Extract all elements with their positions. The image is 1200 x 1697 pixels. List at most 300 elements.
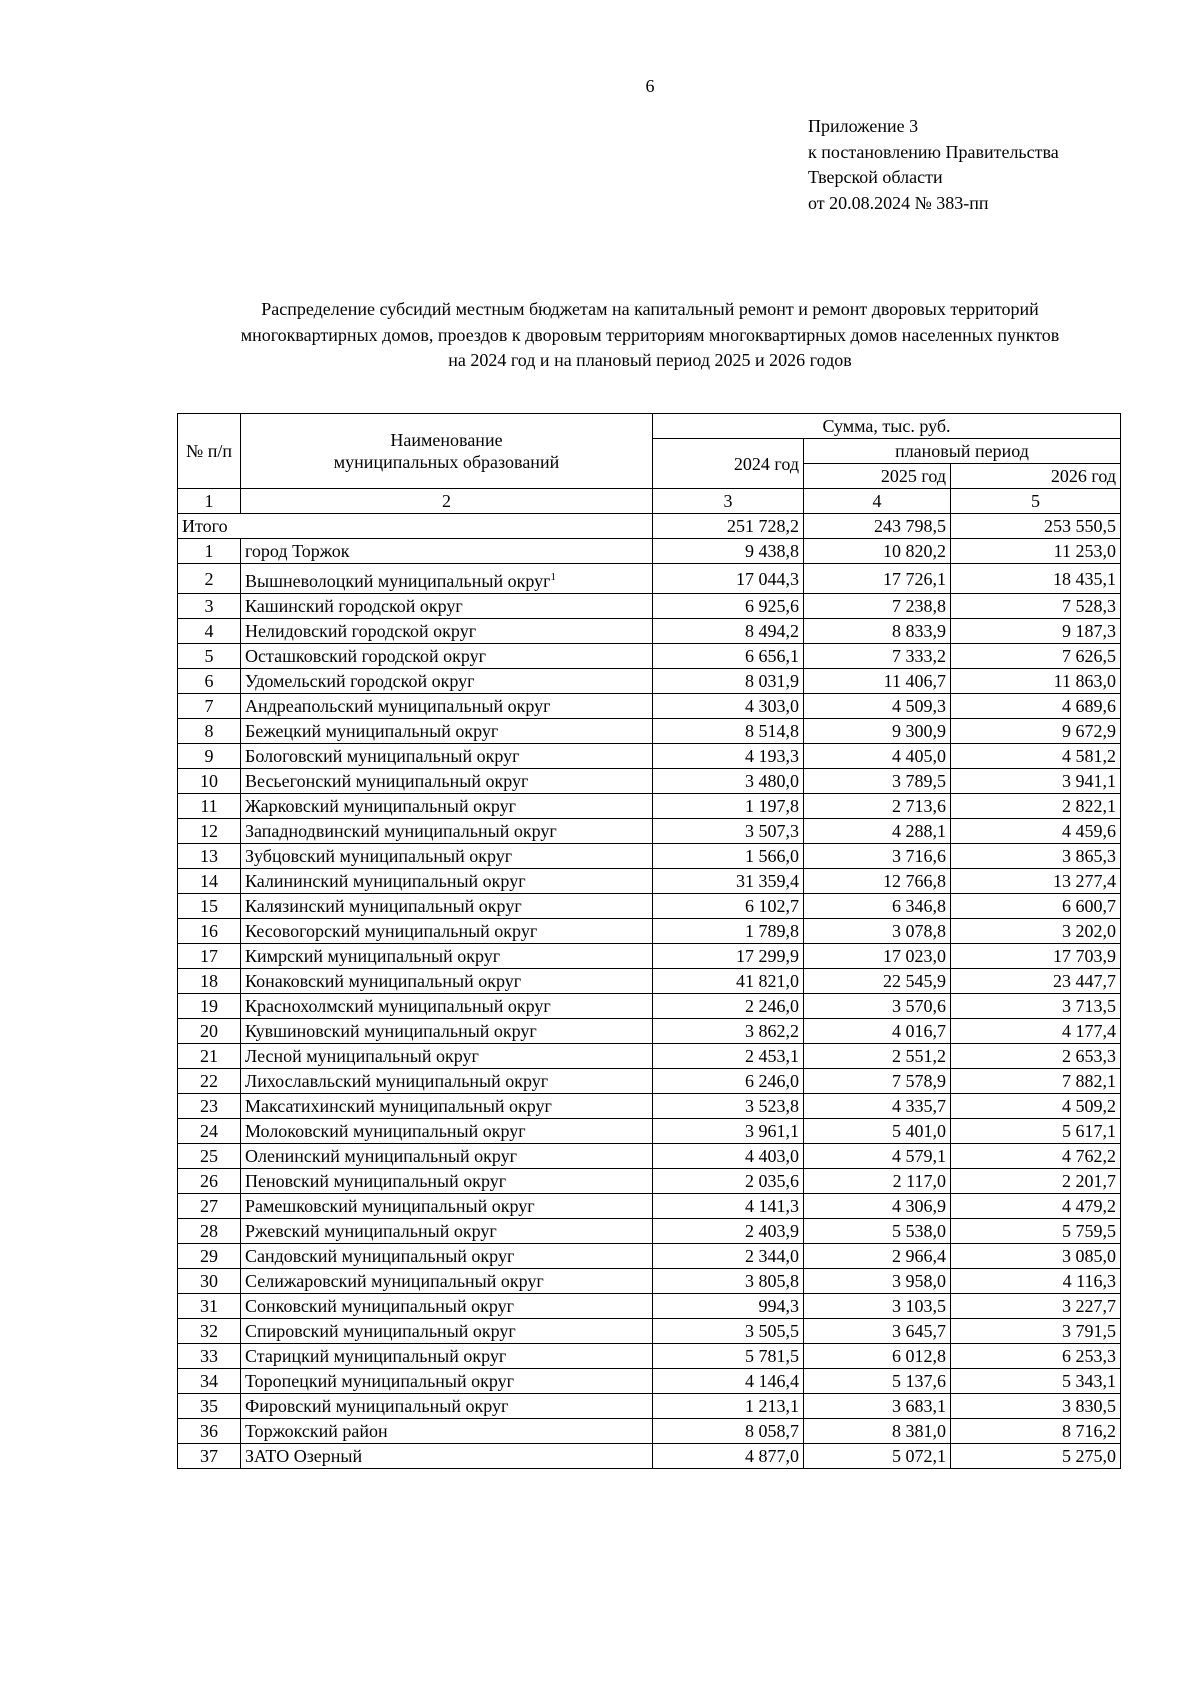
row-number bbox=[178, 1394, 241, 1419]
row-name-text: Зубцовский муниципальный округ bbox=[245, 846, 513, 866]
table-row bbox=[178, 644, 1121, 669]
row-number-text: 11 bbox=[200, 796, 218, 816]
row-2025-text: 5 538,0 bbox=[892, 1221, 946, 1241]
row-number-text: 18 bbox=[200, 971, 218, 991]
total-2025: 243 798,5 bbox=[804, 514, 951, 539]
row-number-text: 37 bbox=[200, 1446, 218, 1466]
row-2025 bbox=[804, 1244, 951, 1269]
row-2024-text: 2 035,6 bbox=[745, 1171, 799, 1191]
row-2026-text: 2 653,3 bbox=[1062, 1046, 1116, 1066]
table-row bbox=[178, 744, 1121, 769]
row-2024-text: 3 961,1 bbox=[745, 1121, 799, 1141]
row-2024-text: 6 925,6 bbox=[745, 596, 799, 616]
appendix-line: от 20.08.2024 № 383-пп bbox=[808, 192, 989, 213]
row-2026 bbox=[951, 1344, 1121, 1369]
row-2024-text: 6 102,7 bbox=[745, 896, 799, 916]
row-2025-text: 3 716,6 bbox=[892, 846, 946, 866]
row-name-text: Жарковский муниципальный округ bbox=[245, 796, 517, 816]
row-2024-text: 4 877,0 bbox=[745, 1446, 799, 1466]
table-row bbox=[178, 1269, 1121, 1294]
row-2024 bbox=[653, 1219, 804, 1244]
row-number bbox=[178, 1219, 241, 1244]
row-2024 bbox=[653, 969, 804, 994]
row-2025 bbox=[804, 1394, 951, 1419]
row-2024 bbox=[653, 769, 804, 794]
row-2024-text: 4 403,0 bbox=[745, 1146, 799, 1166]
row-2025-text: 11 406,7 bbox=[883, 671, 946, 691]
row-name bbox=[241, 669, 653, 694]
row-2026-text: 5 759,5 bbox=[1062, 1221, 1116, 1241]
row-2026-text: 3 791,5 bbox=[1062, 1321, 1116, 1341]
row-2024-text: 6 656,1 bbox=[745, 646, 799, 666]
header-name-line: Наименование bbox=[390, 430, 503, 450]
table-row bbox=[178, 669, 1121, 694]
row-2025 bbox=[804, 619, 951, 644]
table-row bbox=[178, 919, 1121, 944]
table-row bbox=[178, 1119, 1121, 1144]
row-2024-text: 5 781,5 bbox=[745, 1346, 799, 1366]
row-name-text: ЗАТО Озерный bbox=[245, 1446, 363, 1466]
table-row bbox=[178, 969, 1121, 994]
row-2025 bbox=[804, 744, 951, 769]
row-name bbox=[241, 1394, 653, 1419]
row-2025-text: 6 346,8 bbox=[892, 896, 946, 916]
row-2025 bbox=[804, 1269, 951, 1294]
row-2025-text: 6 012,8 bbox=[892, 1346, 946, 1366]
row-2026-text: 5 617,1 bbox=[1062, 1121, 1116, 1141]
total-label: Итого bbox=[178, 514, 653, 539]
row-2026-text: 3 085,0 bbox=[1062, 1246, 1116, 1266]
row-2024-text: 4 141,3 bbox=[745, 1196, 799, 1216]
row-number bbox=[178, 1269, 241, 1294]
row-name-text: Ржевский муниципальный округ bbox=[245, 1221, 497, 1241]
row-number-text: 3 bbox=[204, 596, 214, 616]
row-2026-text: 13 277,4 bbox=[1053, 871, 1116, 891]
row-number bbox=[178, 669, 241, 694]
row-2026 bbox=[951, 1319, 1121, 1344]
row-2024 bbox=[653, 594, 804, 619]
row-name-text: Бежецкий муниципальный округ bbox=[245, 721, 499, 741]
row-number bbox=[178, 644, 241, 669]
row-2024 bbox=[653, 944, 804, 969]
header-2026: 2026 год bbox=[951, 464, 1121, 489]
row-2025-text: 7 578,9 bbox=[892, 1071, 946, 1091]
row-2024 bbox=[653, 919, 804, 944]
row-2025 bbox=[804, 769, 951, 794]
row-2024 bbox=[653, 794, 804, 819]
row-2026 bbox=[951, 819, 1121, 844]
row-2025 bbox=[804, 539, 951, 564]
row-number-text: 34 bbox=[200, 1371, 218, 1391]
row-2024 bbox=[653, 1294, 804, 1319]
row-2024 bbox=[653, 1319, 804, 1344]
row-2024-text: 3 505,5 bbox=[745, 1321, 799, 1341]
appendix-line: Тверской области bbox=[808, 167, 943, 188]
row-2025 bbox=[804, 1169, 951, 1194]
row-2025 bbox=[804, 1069, 951, 1094]
row-name-text: Андреапольский муниципальный округ bbox=[245, 696, 551, 716]
row-2025 bbox=[804, 564, 951, 594]
row-2024 bbox=[653, 1244, 804, 1269]
row-name-text: Калязинский муниципальный округ bbox=[245, 896, 522, 916]
row-2026 bbox=[951, 1244, 1121, 1269]
row-name bbox=[241, 1244, 653, 1269]
row-number-text: 4 bbox=[204, 621, 214, 641]
row-name-text: Оленинский муниципальный округ bbox=[245, 1146, 518, 1166]
row-2026-text: 23 447,7 bbox=[1053, 971, 1116, 991]
row-2025 bbox=[804, 1369, 951, 1394]
row-2025-text: 4 335,7 bbox=[892, 1096, 946, 1116]
row-number bbox=[178, 1019, 241, 1044]
row-2024-text: 2 403,9 bbox=[745, 1221, 799, 1241]
row-name bbox=[241, 1194, 653, 1219]
row-number bbox=[178, 919, 241, 944]
row-2026-text: 5 343,1 bbox=[1062, 1371, 1116, 1391]
row-2024 bbox=[653, 869, 804, 894]
row-2024-text: 8 494,2 bbox=[745, 621, 799, 641]
row-name bbox=[241, 719, 653, 744]
row-number-text: 21 bbox=[200, 1046, 218, 1066]
row-2024-text: 4 146,4 bbox=[745, 1371, 799, 1391]
row-2025 bbox=[804, 944, 951, 969]
row-name bbox=[241, 994, 653, 1019]
row-number bbox=[178, 969, 241, 994]
table-row bbox=[178, 1344, 1121, 1369]
row-2026 bbox=[951, 794, 1121, 819]
total-2026: 253 550,5 bbox=[951, 514, 1121, 539]
row-name bbox=[241, 819, 653, 844]
row-2026-text: 9 672,9 bbox=[1062, 721, 1116, 741]
row-2025-text: 5 137,6 bbox=[892, 1371, 946, 1391]
row-2026 bbox=[951, 1219, 1121, 1244]
row-number bbox=[178, 694, 241, 719]
row-2024-text: 2 344,0 bbox=[745, 1246, 799, 1266]
row-name-text: Бологовский муниципальный округ bbox=[245, 746, 520, 766]
row-number-text: 15 bbox=[200, 896, 218, 916]
row-2026 bbox=[951, 1119, 1121, 1144]
row-2026-text: 9 187,3 bbox=[1062, 621, 1116, 641]
row-name bbox=[241, 1169, 653, 1194]
row-name bbox=[241, 1069, 653, 1094]
row-2025-text: 4 405,0 bbox=[892, 746, 946, 766]
row-2025 bbox=[804, 1019, 951, 1044]
row-name-text: Кашинский городской округ bbox=[245, 596, 463, 616]
row-number bbox=[178, 944, 241, 969]
table-row bbox=[178, 1369, 1121, 1394]
table-row bbox=[178, 1194, 1121, 1219]
row-2024-text: 4 193,3 bbox=[745, 746, 799, 766]
header-2024: 2024 год bbox=[653, 439, 804, 489]
row-2026 bbox=[951, 1294, 1121, 1319]
row-2025-text: 2 117,0 bbox=[892, 1171, 946, 1191]
row-2024-text: 17 044,3 bbox=[736, 568, 799, 589]
row-2024 bbox=[653, 894, 804, 919]
row-2026-text: 4 459,6 bbox=[1062, 821, 1116, 841]
row-2025 bbox=[804, 919, 951, 944]
row-name-text: Селижаровский муниципальный округ bbox=[245, 1271, 544, 1291]
row-name bbox=[241, 619, 653, 644]
row-name-text: Весьегонский муниципальный округ bbox=[245, 771, 529, 791]
row-2026-text: 3 941,1 bbox=[1062, 771, 1116, 791]
table-row bbox=[178, 1094, 1121, 1119]
row-name-text: Сонковский муниципальный округ bbox=[245, 1296, 515, 1316]
row-2025 bbox=[804, 1044, 951, 1069]
row-2024 bbox=[653, 1344, 804, 1369]
row-number bbox=[178, 1294, 241, 1319]
row-2025-text: 22 545,9 bbox=[883, 971, 946, 991]
row-2025-text: 9 300,9 bbox=[892, 721, 946, 741]
row-2026 bbox=[951, 944, 1121, 969]
row-2025 bbox=[804, 1219, 951, 1244]
row-name-text: город Торжок bbox=[245, 541, 350, 561]
row-2026-text: 6 253,3 bbox=[1062, 1346, 1116, 1366]
table-row bbox=[178, 1419, 1121, 1444]
table-row bbox=[178, 1394, 1121, 1419]
row-2025 bbox=[804, 1319, 951, 1344]
row-name bbox=[241, 1294, 653, 1319]
row-2025 bbox=[804, 1294, 951, 1319]
row-2025 bbox=[804, 694, 951, 719]
row-number-text: 19 bbox=[200, 996, 218, 1016]
row-2025 bbox=[804, 1344, 951, 1369]
title-line: многоквартирных домов, проездов к дворовым территориям многоквартирных домов населенных пунктов bbox=[240, 324, 1060, 345]
row-2024-text: 3 862,2 bbox=[745, 1021, 799, 1041]
row-2025 bbox=[804, 719, 951, 744]
appendix-line: к постановлению Правительства bbox=[808, 141, 1059, 162]
row-2024-text: 9 438,8 bbox=[745, 541, 799, 561]
row-name bbox=[241, 1269, 653, 1294]
row-2026 bbox=[951, 1394, 1121, 1419]
row-number bbox=[178, 1119, 241, 1144]
row-number bbox=[178, 894, 241, 919]
row-name-text: Рамешковский муниципальный округ bbox=[245, 1196, 535, 1216]
row-2025-text: 3 078,8 bbox=[892, 921, 946, 941]
row-2025 bbox=[804, 1194, 951, 1219]
row-2025-text: 2 713,6 bbox=[892, 796, 946, 816]
row-name bbox=[241, 1019, 653, 1044]
row-2024 bbox=[653, 994, 804, 1019]
row-number bbox=[178, 869, 241, 894]
table-row bbox=[178, 594, 1121, 619]
row-name-text: Лесной муниципальный округ bbox=[245, 1046, 479, 1066]
row-2024-text: 41 821,0 bbox=[736, 971, 799, 991]
row-name bbox=[241, 744, 653, 769]
row-2026 bbox=[951, 919, 1121, 944]
row-2024-text: 3 480,0 bbox=[745, 771, 799, 791]
row-name bbox=[241, 644, 653, 669]
row-2024 bbox=[653, 744, 804, 769]
row-2025 bbox=[804, 594, 951, 619]
row-2025 bbox=[804, 644, 951, 669]
row-2024 bbox=[653, 1394, 804, 1419]
row-2025-text: 4 306,9 bbox=[892, 1196, 946, 1216]
row-2025-text: 5 072,1 bbox=[892, 1446, 946, 1466]
row-2024-text: 3 805,8 bbox=[745, 1271, 799, 1291]
row-2026 bbox=[951, 769, 1121, 794]
row-2025-text: 17 023,0 bbox=[883, 946, 946, 966]
row-2026 bbox=[951, 1269, 1121, 1294]
row-name-text: Торжокский район bbox=[245, 1421, 388, 1441]
row-2026-text: 11 863,0 bbox=[1053, 671, 1116, 691]
row-number bbox=[178, 1069, 241, 1094]
row-2026-text: 5 275,0 bbox=[1062, 1446, 1116, 1466]
row-2025-text: 3 645,7 bbox=[892, 1321, 946, 1341]
row-2025-text: 3 683,1 bbox=[892, 1396, 946, 1416]
row-2025-text: 12 766,8 bbox=[883, 871, 946, 891]
row-name-text: Старицкий муниципальный округ bbox=[245, 1346, 507, 1366]
row-2026 bbox=[951, 1144, 1121, 1169]
row-number-text: 32 bbox=[200, 1321, 218, 1341]
row-2025-text: 2 551,2 bbox=[892, 1046, 946, 1066]
row-2026-text: 8 716,2 bbox=[1062, 1421, 1116, 1441]
title-line: на 2024 год и на плановый период 2025 и 2026 годов bbox=[448, 350, 852, 370]
row-2025-text: 4 288,1 bbox=[892, 821, 946, 841]
row-name-text: Фировский муниципальный округ bbox=[245, 1396, 509, 1416]
row-2026 bbox=[951, 894, 1121, 919]
row-2026 bbox=[951, 694, 1121, 719]
row-2024 bbox=[653, 669, 804, 694]
table-row bbox=[178, 1244, 1121, 1269]
row-number bbox=[178, 619, 241, 644]
row-name bbox=[241, 1119, 653, 1144]
column-number: 1 bbox=[178, 489, 241, 514]
row-2026 bbox=[951, 669, 1121, 694]
header-2025: 2025 год bbox=[804, 464, 951, 489]
row-2024 bbox=[653, 1144, 804, 1169]
row-number bbox=[178, 539, 241, 564]
row-number bbox=[178, 719, 241, 744]
row-2025-text: 3 103,5 bbox=[892, 1296, 946, 1316]
table-row bbox=[178, 1144, 1121, 1169]
row-2024-text: 1 197,8 bbox=[745, 796, 799, 816]
row-2026-text: 7 626,5 bbox=[1062, 646, 1116, 666]
row-2024 bbox=[653, 1019, 804, 1044]
row-number-text: 16 bbox=[200, 921, 218, 941]
row-2026 bbox=[951, 1069, 1121, 1094]
row-2026 bbox=[951, 844, 1121, 869]
row-name-text: Торопецкий муниципальный округ bbox=[245, 1371, 515, 1391]
subsidy-table bbox=[177, 413, 1121, 1469]
row-2024-text: 994,3 bbox=[758, 1296, 799, 1316]
row-name bbox=[241, 594, 653, 619]
row-2024-text: 1 566,0 bbox=[745, 846, 799, 866]
table-row bbox=[178, 869, 1121, 894]
row-name bbox=[241, 539, 653, 564]
row-2024-text: 1 789,8 bbox=[745, 921, 799, 941]
table-row bbox=[178, 694, 1121, 719]
row-name bbox=[241, 794, 653, 819]
table-row bbox=[178, 894, 1121, 919]
row-2026 bbox=[951, 564, 1121, 594]
row-number-text: 26 bbox=[200, 1171, 218, 1191]
row-2024 bbox=[653, 844, 804, 869]
row-2024 bbox=[653, 719, 804, 744]
row-number bbox=[178, 994, 241, 1019]
row-number-text: 8 bbox=[204, 721, 214, 741]
row-2025-text: 4 579,1 bbox=[892, 1146, 946, 1166]
row-number bbox=[178, 1169, 241, 1194]
row-2024 bbox=[653, 819, 804, 844]
row-2025 bbox=[804, 894, 951, 919]
row-number bbox=[178, 1244, 241, 1269]
row-2026 bbox=[951, 1044, 1121, 1069]
appendix-block bbox=[808, 114, 1059, 216]
row-2025-text: 3 958,0 bbox=[892, 1271, 946, 1291]
row-2024-text: 2 453,1 bbox=[745, 1046, 799, 1066]
row-number bbox=[178, 594, 241, 619]
row-name-text: Удомельский городской округ bbox=[245, 671, 475, 691]
row-2024 bbox=[653, 1094, 804, 1119]
column-number: 4 bbox=[804, 489, 951, 514]
row-name-text: Западнодвинский муниципальный округ bbox=[245, 821, 557, 841]
row-number-text: 23 bbox=[200, 1096, 218, 1116]
row-number bbox=[178, 1044, 241, 1069]
row-2025-text: 3 570,6 bbox=[892, 996, 946, 1016]
row-2024 bbox=[653, 644, 804, 669]
row-name bbox=[241, 1419, 653, 1444]
row-2025 bbox=[804, 1119, 951, 1144]
row-number-text: 13 bbox=[200, 846, 218, 866]
row-number-text: 35 bbox=[200, 1396, 218, 1416]
row-2024-text: 4 303,0 bbox=[745, 696, 799, 716]
row-2026 bbox=[951, 619, 1121, 644]
row-name-text: Кесовогорский муниципальный округ bbox=[245, 921, 538, 941]
row-name bbox=[241, 894, 653, 919]
row-2026-text: 2 822,1 bbox=[1062, 796, 1116, 816]
column-number: 2 bbox=[241, 489, 653, 514]
header-name-line: муниципальных образований bbox=[333, 452, 560, 472]
row-number-text: 27 bbox=[200, 1196, 218, 1216]
row-2026-text: 4 479,2 bbox=[1062, 1196, 1116, 1216]
row-2026-text: 2 201,7 bbox=[1062, 1171, 1116, 1191]
row-name bbox=[241, 1344, 653, 1369]
row-2026-text: 18 435,1 bbox=[1053, 568, 1116, 589]
row-2025-text: 4 509,3 bbox=[892, 696, 946, 716]
row-name-text: Нелидовский городской округ bbox=[245, 621, 477, 641]
row-2025 bbox=[804, 1144, 951, 1169]
table-row bbox=[178, 1219, 1121, 1244]
row-2026-text: 4 116,3 bbox=[1062, 1271, 1116, 1291]
row-2024-text: 8 031,9 bbox=[745, 671, 799, 691]
row-name bbox=[241, 564, 653, 594]
row-2026 bbox=[951, 1444, 1121, 1469]
table-row bbox=[178, 539, 1121, 564]
row-name bbox=[241, 769, 653, 794]
row-2026-text: 4 581,2 bbox=[1062, 746, 1116, 766]
row-name bbox=[241, 1319, 653, 1344]
row-2025-text: 4 016,7 bbox=[892, 1021, 946, 1041]
table-row bbox=[178, 564, 1121, 594]
row-name-text: Вышневолоцкий муниципальный округ bbox=[245, 570, 551, 591]
row-name-text: Калининский муниципальный округ bbox=[245, 871, 526, 891]
row-2024-text: 2 246,0 bbox=[745, 996, 799, 1016]
row-name-text: Максатихинский муниципальный округ bbox=[245, 1096, 552, 1116]
row-number bbox=[178, 1444, 241, 1469]
row-name-text: Молоковский муниципальный округ bbox=[245, 1121, 526, 1141]
row-number-text: 10 bbox=[200, 771, 218, 791]
row-number bbox=[178, 1094, 241, 1119]
row-number-text: 2 bbox=[204, 568, 214, 589]
appendix-line: Приложение 3 bbox=[808, 116, 919, 136]
row-number-text: 9 bbox=[204, 746, 214, 766]
row-2026-text: 4 762,2 bbox=[1062, 1146, 1116, 1166]
row-name bbox=[241, 869, 653, 894]
row-number-text: 24 bbox=[200, 1121, 218, 1141]
table-row bbox=[178, 794, 1121, 819]
row-2026 bbox=[951, 719, 1121, 744]
table-row bbox=[178, 819, 1121, 844]
table-row bbox=[178, 1069, 1121, 1094]
